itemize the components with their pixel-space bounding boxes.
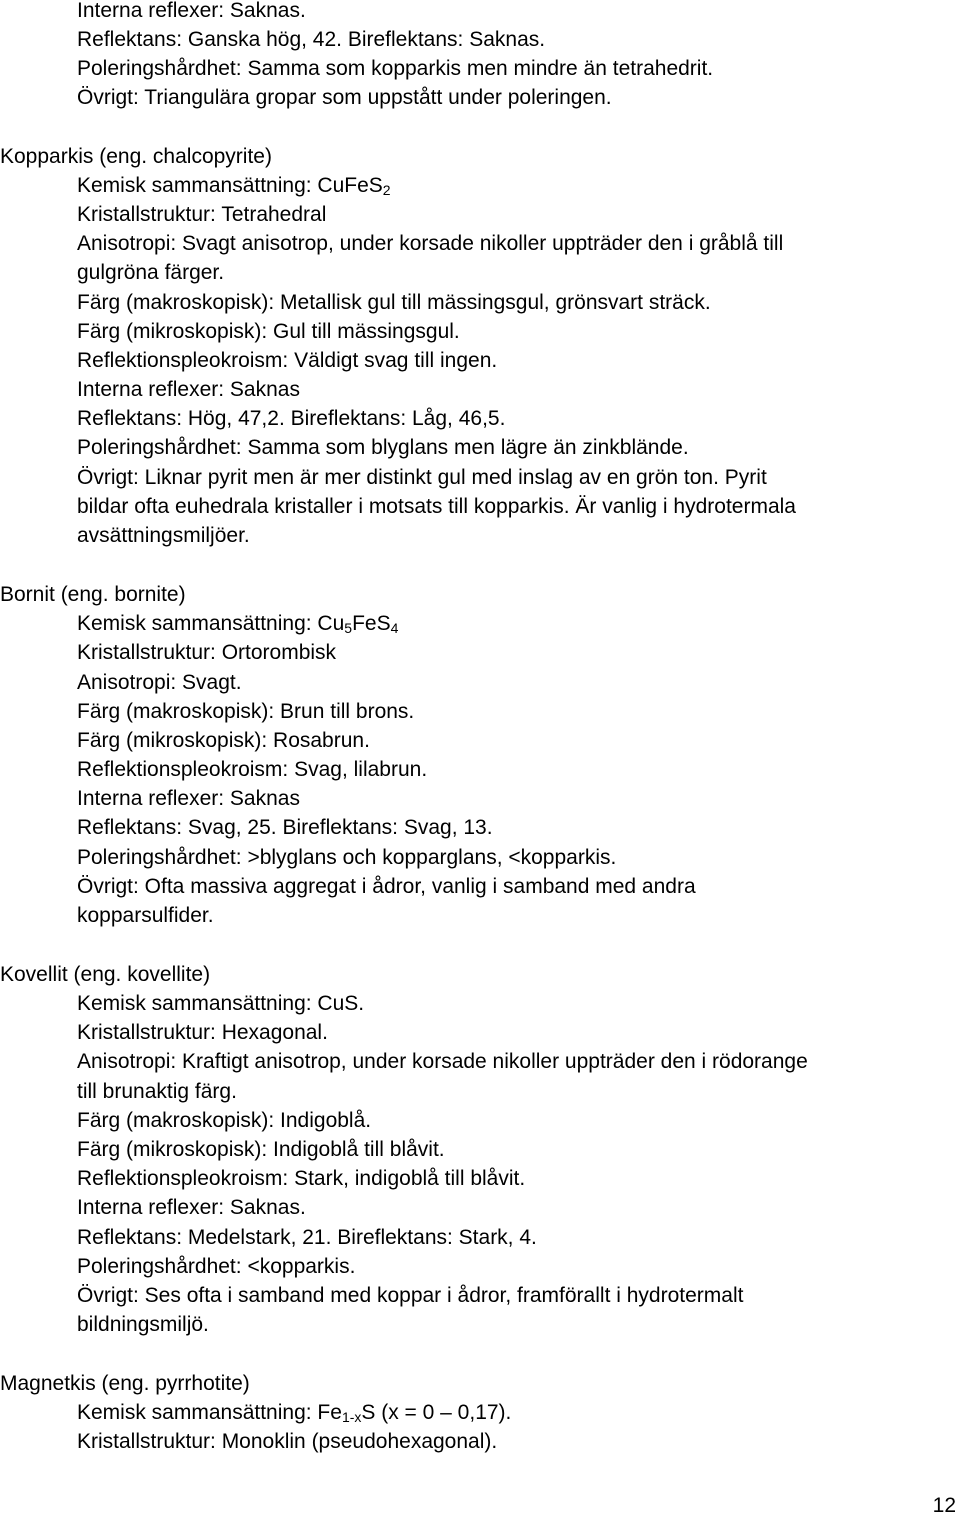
bornit-farg-makro: Färg (makroskopisk): Brun till brons.	[77, 700, 415, 723]
intro-reflektans: Reflektans: Ganska hög, 42. Bireflektans: Saknas.	[77, 28, 546, 51]
bornit-interna: Interna reflexer: Saknas	[77, 787, 300, 810]
kopparkis-kemisk	[77, 171, 391, 200]
magnetkis-heading: Magnetkis (eng. pyrrhotite)	[0, 1372, 250, 1395]
kopparkis-heading: Kopparkis (eng. chalcopyrite)	[0, 145, 272, 168]
bornit-farg-mikro: Färg (mikroskopisk): Rosabrun.	[77, 729, 370, 752]
magnetkis-kemisk	[77, 1398, 511, 1427]
kopparkis-kemisk-sub: 2	[382, 182, 391, 198]
bornit-pleokroism: Reflektionspleokroism: Svag, lilabrun.	[77, 758, 428, 781]
kopparkis-interna: Interna reflexer: Saknas	[77, 378, 300, 401]
kovellit-reflektans: Reflektans: Medelstark, 21. Bireflektans: Stark, 4.	[77, 1226, 537, 1249]
kovellit-aniso-1: Anisotropi: Kraftigt anisotrop, under korsade nikoller uppträder den i rödorange	[77, 1050, 808, 1073]
bornit-kemisk-sub-2: 4	[390, 620, 399, 636]
magnetkis-kemisk-suffix: S (x = 0 – 0,17).	[361, 1401, 512, 1424]
bornit-kristall: Kristallstruktur: Ortorombisk	[77, 641, 337, 664]
kopparkis-farg-mikro: Färg (mikroskopisk): Gul till mässingsgul.	[77, 320, 460, 343]
kopparkis-kemisk-text: Kemisk sammansättning: CuFeS	[77, 174, 383, 197]
bornit-aniso: Anisotropi: Svagt.	[77, 671, 242, 694]
intro-interna: Interna reflexer: Saknas.	[77, 0, 306, 22]
kopparkis-reflektans: Reflektans: Hög, 47,2. Bireflektans: Låg, 46,5.	[77, 407, 506, 430]
bornit-heading: Bornit (eng. bornite)	[0, 583, 186, 606]
kovellit-aniso-2: till brunaktig färg.	[77, 1080, 237, 1103]
bornit-polering: Poleringshårdhet: >blyglans och kopparglans, <kopparkis.	[77, 846, 617, 869]
kopparkis-aniso-2: gulgröna färger.	[77, 261, 225, 284]
bornit-ovrigt-2: kopparsulfider.	[77, 904, 214, 927]
kovellit-kristall: Kristallstruktur: Hexagonal.	[77, 1021, 328, 1044]
kovellit-interna: Interna reflexer: Saknas.	[77, 1196, 306, 1219]
kopparkis-ovrigt-2: bildar ofta euhedrala kristaller i motsats till kopparkis. Är vanlig i hydrotermala	[77, 495, 796, 518]
kovellit-ovrigt-1: Övrigt: Ses ofta i samband med koppar i ådror, framförallt i hydrotermalt	[77, 1284, 744, 1307]
magnetkis-kristall: Kristallstruktur: Monoklin (pseudohexagonal).	[77, 1430, 498, 1453]
magnetkis-kemisk-sub: 1-x	[341, 1409, 362, 1425]
kopparkis-kristall: Kristallstruktur: Tetrahedral	[77, 203, 327, 226]
magnetkis-kemisk-text: Kemisk sammansättning: Fe	[77, 1401, 342, 1424]
bornit-ovrigt-1: Övrigt: Ofta massiva aggregat i ådror, vanlig i samband med andra	[77, 875, 696, 898]
kopparkis-pleokroism: Reflektionspleokroism: Väldigt svag till ingen.	[77, 349, 498, 372]
bornit-kemisk	[77, 609, 398, 638]
kovellit-polering: Poleringshårdhet: <kopparkis.	[77, 1255, 356, 1278]
bornit-kemisk-mid: FeS	[352, 612, 391, 635]
kovellit-heading: Kovellit (eng. kovellite)	[0, 963, 211, 986]
bornit-kemisk-text: Kemisk sammansättning: Cu	[77, 612, 345, 635]
bornit-reflektans: Reflektans: Svag, 25. Bireflektans: Svag, 13.	[77, 816, 493, 839]
kopparkis-ovrigt-3: avsättningsmiljöer.	[77, 524, 250, 547]
kopparkis-ovrigt-1: Övrigt: Liknar pyrit men är mer distinkt gul med inslag av en grön ton. Pyrit	[77, 466, 767, 489]
page-number: 12	[932, 1494, 956, 1517]
bornit-kemisk-sub-1: 5	[344, 620, 353, 636]
kopparkis-polering: Poleringshårdhet: Samma som blyglans men lägre än zinkblände.	[77, 436, 689, 459]
kovellit-ovrigt-2: bildningsmiljö.	[77, 1313, 209, 1336]
kovellit-farg-mikro: Färg (mikroskopisk): Indigoblå till blåvit.	[77, 1138, 445, 1161]
intro-ovrigt: Övrigt: Triangulära gropar som uppstått under poleringen.	[77, 86, 612, 109]
intro-polering: Poleringshårdhet: Samma som kopparkis men mindre än tetrahedrit.	[77, 57, 714, 80]
kopparkis-aniso-1: Anisotropi: Svagt anisotrop, under korsade nikoller uppträder den i gråblå till	[77, 232, 784, 255]
kovellit-pleokroism: Reflektionspleokroism: Stark, indigoblå till blåvit.	[77, 1167, 526, 1190]
kovellit-kemisk: Kemisk sammansättning: CuS.	[77, 992, 365, 1015]
kopparkis-farg-makro: Färg (makroskopisk): Metallisk gul till mässingsgul, grönsvart sträck.	[77, 291, 711, 314]
kovellit-farg-makro: Färg (makroskopisk): Indigoblå.	[77, 1109, 372, 1132]
